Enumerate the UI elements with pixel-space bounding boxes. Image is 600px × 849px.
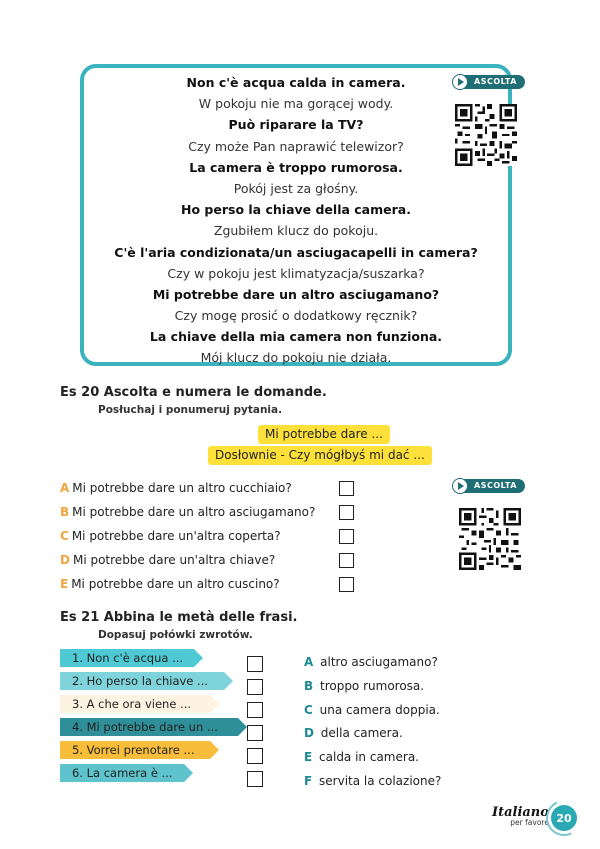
ending-b [304, 677, 424, 695]
option-a-checkbox[interactable] [339, 481, 354, 496]
phrase-it: Non c'è acqua calda in camera. [186, 75, 406, 90]
ending-text: servita la colazione? [319, 774, 442, 788]
option-letter: E [60, 577, 69, 591]
ending-d [304, 724, 403, 742]
ending-text: della camera. [320, 726, 403, 740]
ending-letter: E [304, 750, 313, 764]
sentence-half-6: 6. La camera è ... [60, 764, 184, 782]
ending-letter: B [304, 679, 314, 693]
phrase-list [84, 72, 508, 369]
ending-text: troppo rumorosa. [319, 679, 425, 693]
phrase-it: Mi potrebbe dare un altro asciugamano? [152, 286, 440, 302]
option-e-checkbox[interactable] [339, 577, 354, 592]
option-a [60, 478, 292, 498]
qr-code-icon [459, 508, 521, 570]
option-text: Mi potrebbe dare un altro cucchiaio? [72, 481, 292, 495]
option-text: Mi potrebbe dare un altro cuscino? [71, 577, 280, 591]
sentence-half-4: 4. Mi potrebbe dare un ... [60, 718, 238, 736]
phrase-pl: Czy mogę prosić o dodatkowy ręcznik? [174, 308, 418, 324]
exercise-21-subtitle: Dopasuj połówki zwrotów. [98, 629, 253, 641]
highlight-polish: Dosłownie - Czy mógłbyś mi dać ... [208, 446, 432, 465]
ending-f [304, 772, 441, 790]
ending-text: una camera doppia. [319, 703, 440, 717]
brand-tagline: per favore [510, 818, 549, 827]
option-letter: B [60, 505, 70, 519]
exercise-21-title: Es 21 Abbina le metà delle frasi. [60, 610, 298, 625]
ending-a [304, 653, 438, 671]
phrase-pl: Czy może Pan naprawić telewizor? [188, 138, 404, 154]
option-e [60, 574, 280, 594]
ending-letter: C [304, 703, 313, 717]
highlight-italian: Mi potrebbe dare ... [258, 425, 390, 444]
phrase-it: C'è l'aria condizionata/un asciugacapelli in camera? [114, 244, 478, 260]
phrase-it: La camera è troppo rumorosa. [189, 159, 403, 175]
option-c-checkbox[interactable] [339, 529, 354, 544]
brand-name: Italiano [492, 805, 549, 820]
option-letter: A [60, 481, 70, 495]
half-4-checkbox[interactable] [247, 725, 263, 741]
option-d [60, 550, 275, 570]
qr-code[interactable] [459, 508, 521, 570]
play-icon [452, 74, 468, 90]
option-letter: D [60, 553, 70, 567]
option-d-checkbox[interactable] [339, 553, 354, 568]
listen-label: ASCOLTA [464, 479, 525, 493]
listen-button[interactable] [452, 73, 525, 91]
phrase-pl: Czy w pokoju jest klimatyzacja/suszarka? [167, 265, 425, 281]
sentence-half-3: 3. A che ora viene ... [60, 695, 210, 713]
ending-c [304, 701, 440, 719]
option-letter: C [60, 529, 69, 543]
option-b-checkbox[interactable] [339, 505, 354, 520]
phrase-it: La chiave della mia camera non funziona. [149, 329, 443, 345]
phrase-it: Può riparare la TV? [228, 117, 364, 133]
phrase-it: Ho perso la chiave della camera. [181, 202, 411, 218]
option-text: Mi potrebbe dare un'altra chiave? [72, 553, 276, 567]
qr-code-icon [455, 104, 517, 166]
exercise-20-subtitle: Posłuchaj i ponumeruj pytania. [98, 404, 283, 416]
phrase-pl: Zgubiłem klucz do pokoju. [213, 223, 379, 239]
ending-e [304, 748, 419, 766]
ending-letter: A [304, 655, 314, 669]
sentence-half-1: 1. Non c'è acqua ... [60, 649, 194, 667]
listen-label: ASCOLTA [464, 75, 525, 89]
exercise-20-title: Es 20 Ascolta e numera le domande. [60, 385, 327, 400]
ending-text: altro asciugamano? [320, 655, 438, 669]
half-5-checkbox[interactable] [247, 748, 263, 764]
qr-code[interactable] [455, 104, 517, 166]
half-6-checkbox[interactable] [247, 771, 263, 787]
brand-logo [492, 806, 549, 827]
phrase-pl: Pokój jest za głośny. [233, 180, 359, 196]
page-number: 20 [551, 805, 577, 831]
half-3-checkbox[interactable] [247, 702, 263, 718]
ending-letter: D [304, 726, 314, 740]
sentence-half-5: 5. Vorrei prenotare ... [60, 741, 210, 759]
half-2-checkbox[interactable] [247, 679, 263, 695]
ending-text: calda in camera. [319, 750, 419, 764]
option-b [60, 502, 315, 522]
ending-letter: F [304, 774, 313, 788]
listen-button[interactable] [452, 477, 525, 495]
phrase-pl: W pokoju nie ma gorącej wody. [198, 96, 394, 112]
phrase-pl: Mój klucz do pokoju nie działa. [200, 350, 392, 366]
half-1-checkbox[interactable] [247, 656, 263, 672]
option-text: Mi potrebbe dare un altro asciugamano? [72, 505, 316, 519]
play-icon [452, 478, 468, 494]
option-c [60, 526, 281, 546]
option-text: Mi potrebbe dare un'altra coperta? [71, 529, 281, 543]
sentence-half-2: 2. Ho perso la chiave ... [60, 672, 224, 690]
